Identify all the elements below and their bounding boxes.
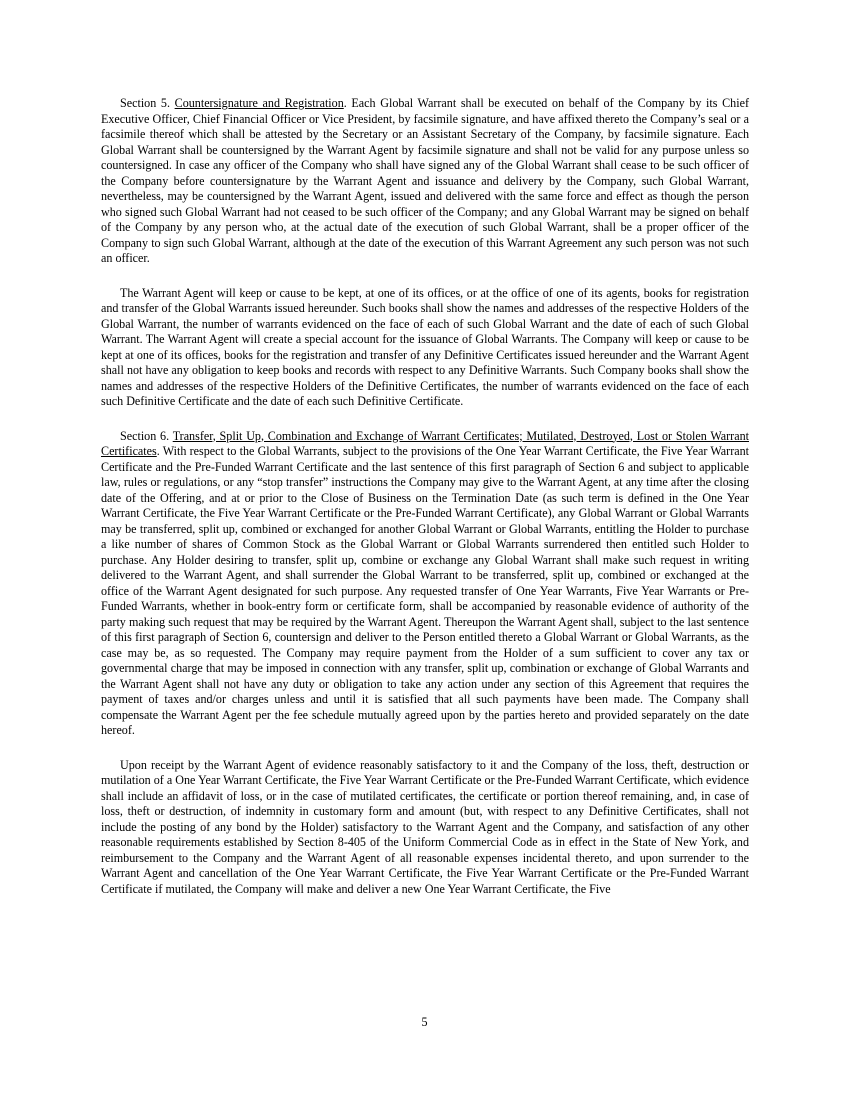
paragraph-section-5 [101,96,749,267]
paragraph-section-6 [101,429,749,739]
section-6-number: Section 6. [120,428,173,443]
section-5-heading: Countersignature and Registration [174,96,344,110]
section-6-heading: Transfer, Split Up, Combination and Exchange of Warrant Certificates; Mutilated, Destroyed, Lost or Stolen Warrant Certificates [101,428,749,458]
warrant-agent-books-body: The Warrant Agent will keep or cause to be kept, at one of its offices, or at the office of one of its agents, books for registration and transfer of the Global Warrants issued hereunder. Such books shall show the names and addresses of the respective Holders of the Global Warrant, the number of warrants evidenced on the face of each of such Global Warrant and the date of each of such Global Warrant. The Warrant Agent will create a special account for the issuance of Global Warrants. The Company will keep or cause to be kept at one of its offices, books for the registration and transfer of any Definitive Certificates issued hereunder and the Warrant Agent shall not have any obligation to keep books and records with respect to any Definitive Warrants. Such Company books shall show the names and addresses of the respective Holders of the Definitive Certificates, the number of warrants evidenced on the face of each such Definitive Certificate and the date of each such Definitive Certificate. [101,285,749,408]
section-5-number: Section 5. [120,96,175,110]
section-5-body: . Each Global Warrant shall be executed on behalf of the Company by its Chief Executive Officer, Chief Financial Officer or Vice President, by facsimile signature, and have affixed thereto the Company’s seal or a facsimile thereof which shall be attested by the Secretary or an Assistant Secretary of the Company, by facsimile signature. Each Global Warrant shall be countersigned by the Warrant Agent by facsimile signature and shall not be valid for any purpose unless so countersigned. In case any officer of the Company who shall have signed any of the Global Warrant shall cease to be such officer of the Company before countersignature by the Warrant Agent and issuance and delivery by the Company, such Global Warrant, nevertheless, may be countersigned by the Warrant Agent, issued and delivered with the same force and effect as though the person who signed such Global Warrant had not ceased to be such officer of the Company; and any Global Warrant may be signed on behalf of the Company by any person who, at the actual date of the execution of such Global Warrant, shall be a proper officer of the Company to sign such Global Warrant, although at the date of the execution of this Warrant Agreement any such person was not such an officer. [101,96,749,265]
section-6-body: . With respect to the Global Warrants, subject to the provisions of the One Year Warrant Certificate, the Five Year Warrant Certificate and the Pre-Funded Warrant Certificate and the last sentence of this first paragraph of Section 6 and subject to applicable law, rules or regulations, or any “stop transfer” instructions the Company may give to the Warrant Agent, at any time after the closing date of the Offering, and at or prior to the Close of Business on the Termination Date (as such term is defined in the One Year Warrant Certificate, the Five Year Warrant Certificate or the Pre-Funded Warrant Certificate), any Global Warrant or Global Warrants may be transferred, split up, combined or exchanged for another Global Warrant or Global Warrants, entitling the Holder to purchase a like number of shares of Common Stock as the Global Warrant or Global Warrants surrendered then entitled such Holder to purchase. Any Holder desiring to transfer, split up, combine or exchange any Global Warrant shall make such request in writing delivered to the Warrant Agent, and shall surrender the Global Warrant to be transferred, split up, combined or exchanged at the office of the Warrant Agent designated for such purpose. Any requested transfer of One Year Warrants, Five Year Warrants or Pre-Funded Warrants, whether in book-entry form or certificate form, shall be accompanied by reasonable evidence of authority of the party making such request that may be required by the Warrant Agent. Thereupon the Warrant Agent shall, subject to the last sentence of this first paragraph of Section 6, countersign and deliver to the Person entitled thereto a Global Warrant or Global Warrants, as the case may be, as so requested. The Company may require payment from the Holder of a sum sufficient to cover any tax or governmental charge that may be imposed in connection with any transfer, split up, combination or exchange of Global Warrants and the Warrant Agent shall not have any duty or obligation to take any action under any section of this Agreement that requires the payment of taxes and/or charges unless and until it is satisfied that all such payments have been made. The Company shall compensate the Warrant Agent per the fee schedule mutually agreed upon by the parties hereto and provided separately on the date hereof. [101,444,749,737]
paragraph-lost-certificates [101,758,749,898]
page-number: 5 [421,1015,428,1029]
lost-certificates-body: Upon receipt by the Warrant Agent of evidence reasonably satisfactory to it and the Company of the loss, theft, destruction or mutilation of a One Year Warrant Certificate, the Five Year Warrant Certificate or the Pre-Funded Warrant Certificate, which evidence shall include an affidavit of loss, or in the case of mutilated certificates, the certificate or portion thereof remaining, and, in case of loss, theft or destruction, of indemnity in customary form and amount (but, with respect to any Definitive Certificates, shall not include the posting of any bond by the Holder) satisfactory to the Warrant Agent and the Company, and satisfaction of any other reasonable requirements established by Section 8-405 of the Uniform Commercial Code as in effect in the State of New York, and reimbursement to the Company and the Warrant Agent of all reasonable expenses incidental thereto, and upon surrender to the Warrant Agent and cancellation of the One Year Warrant Certificate, the Five Year Warrant Certificate or the Pre-Funded Warrant Certificate if mutilated, the Company will make and deliver a new One Year Warrant Certificate, the Five [101,757,749,896]
paragraph-warrant-agent-books [101,286,749,410]
